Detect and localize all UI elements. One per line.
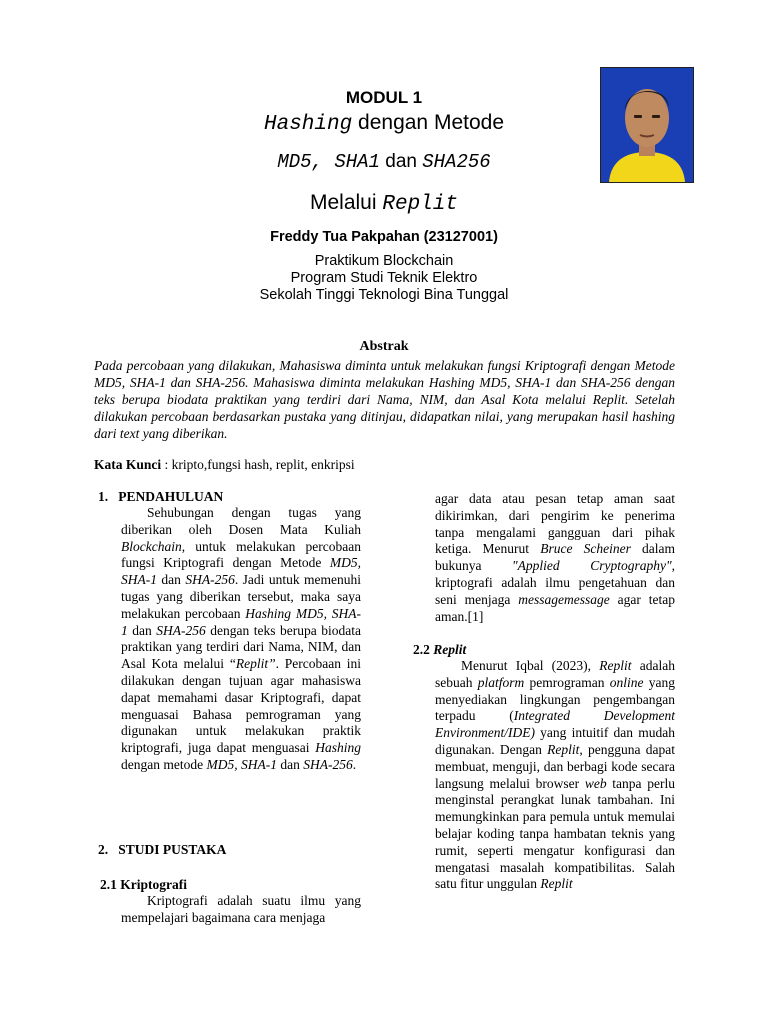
citation-ref: [1] [467, 608, 484, 624]
keywords [94, 457, 355, 473]
title-md5-sha1: MD5, SHA1 [277, 151, 380, 173]
author-name: Freddy Tua Pakpahan (23127001) [270, 229, 498, 245]
section-2-heading: 2. STUDI PUSTAKA [98, 842, 227, 857]
title-hashing: Hashing [263, 113, 353, 136]
portrait-image [601, 68, 693, 182]
title-dan: dan [379, 151, 423, 172]
title-replit: Replit [382, 193, 458, 216]
keywords-label: Kata Kunci [94, 457, 162, 472]
abstract-title: Abstrak [359, 339, 409, 354]
section-2-1-body-start: Kriptografi adalah suatu ilmu yang mempelajari bagaimana cara menjaga [121, 893, 361, 925]
section-1-body: Sehubungan dengan tugas yang diberikan oleh Dosen Mata Kuliah Blockchain, untuk melakukan percobaan fungsi Kriptografi dengan Metode MD5, SHA-1 dan SHA-256. Jadi untuk memenuhi tugas yang diberikan tersebut, maka saya melakukan percobaan Hashing MD5, SHA-1 dan SHA-256 dengan teks berupa biodata praktikan yang terdiri dari Nama, NIM, dan Asal Kota melalui “Replit”. Percobaan ini dilakukan dengan tujuan agar mahasiswa dapat memahami dasar Kriptografi, dapat menguasai Bahasa pemrograman yang digunakan untuk melakukan praktik kriptografi, juga dapat menguasai Hashing dengan metode MD5, SHA-1 dan SHA-256. [121, 505, 362, 772]
section-2-2-heading: 2.2 Replit [413, 642, 467, 657]
author-photo [600, 67, 694, 183]
section-1-heading: 1. PENDAHULUAN [98, 489, 224, 504]
title-method: dengan Metode [352, 111, 504, 134]
section-2-1-heading: 2.1 Kriptografi [100, 877, 187, 892]
title-melalui: Melalui [310, 191, 383, 214]
title-line-3 [0, 190, 768, 216]
abstract-text: Pada percobaan yang dilakukan, Mahasiswa diminta untuk melakukan fungsi Kriptografi dengan Metode MD5, SHA-1 dan SHA-256. Mahasiswa diminta melakukan Hashing MD5, SHA-1 dan SHA-256 dengan teks berupa biodata praktikan yang terdiri dari Nama, NIM, dan Asal Kota melalui Replit. Setelah dilakukan percobaan berdasarkan pustaka yang ditinjau, didapatkan nilai, yang merupakan hasil hashing dari text yang diberikan. [94, 358, 675, 441]
affiliation-course: Praktikum Blockchain [314, 253, 454, 269]
affiliation-school: Sekolah Tinggi Teknologi Bina Tunggal [259, 287, 509, 303]
section-2-1-body-cont: agar data atau pesan tetap aman saat dikirimkan, dari pengirim ke penerima tanpa mengalami gangguan dari pihak ketiga. Menurut Bruce Scheiner dalam bukunya "Applied Cryptography", kriptografi adalah ilmu pengetahuan dan seni menjaga messagemessage agar tetap aman.[1] [435, 491, 675, 624]
affiliation-program: Program Studi Teknik Elektro [290, 270, 478, 286]
keywords-text: : kripto,fungsi hash, replit, enkripsi [161, 457, 355, 472]
title-sha256: SHA256 [422, 151, 491, 173]
module-label: MODUL 1 [345, 88, 423, 107]
section-2-2-body: Menurut Iqbal (2023), Replit adalah sebuah platform pemrograman online yang menyediakan lingkungan pengembangan terpadu (Integrated Development Environment/IDE) yang intuitif dan mudah digunakan. Dengan Replit, pengguna dapat membuat, menguji, dan berbagi kode secara langsung melalui browser web tanpa perlu menginstal perangkat lunak tambahan. Ini memungkinkan para pemula untuk memulai belajar koding tanpa hambatan teknis yang rumit, seperti mengatur konfigurasi dan mengatasi masalah kompatibilitas. Salah satu fitur unggulan Replit [435, 658, 675, 892]
